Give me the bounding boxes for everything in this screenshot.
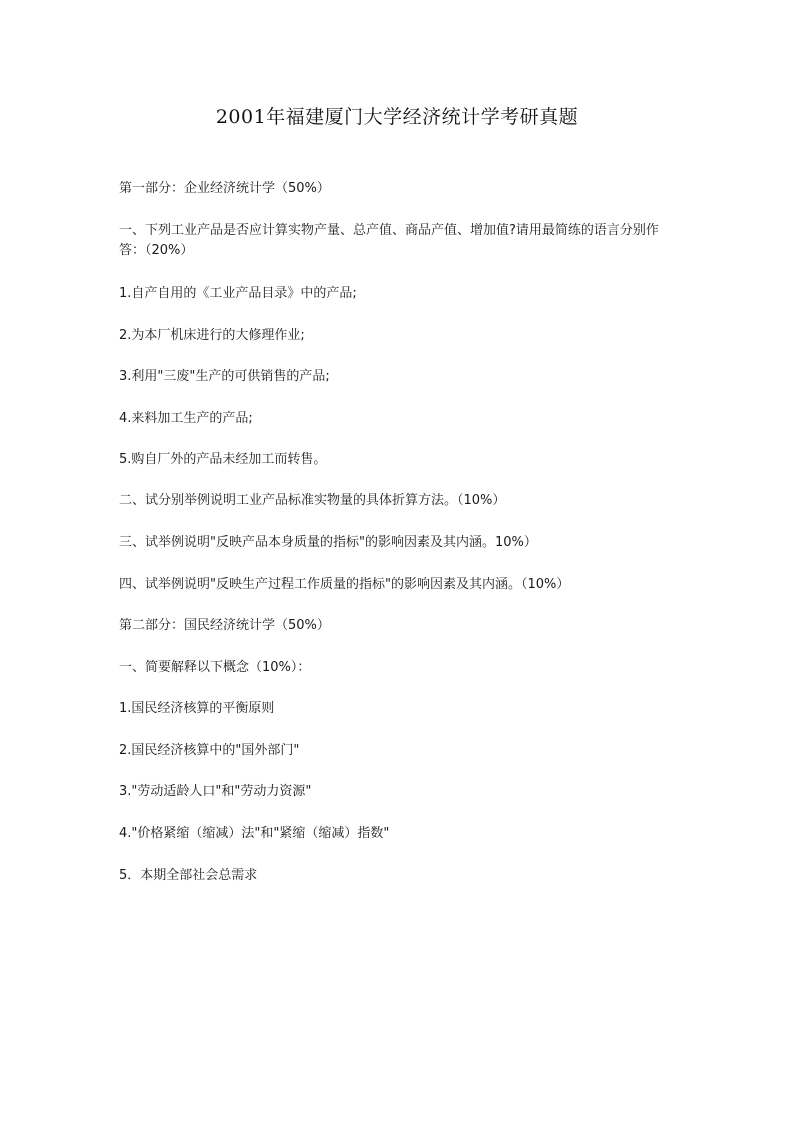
document-title: 2001年福建厦门大学经济统计学考研真题 [215, 106, 579, 128]
part1-question-3: 三、试举例说明"反映产品本身质量的指标"的影响因素及其内涵。10%） [119, 535, 537, 550]
part1-question-2: 二、试分别举例说明工业产品标准实物量的具体折算方法。（10%） [119, 493, 506, 508]
part2-q1-item-2: 2.国民经济核算中的"国外部门" [119, 743, 300, 758]
part2-question-1: 一、简要解释以下概念（10%）： [119, 660, 311, 675]
part1-q1-item-4: 4.来料加工生产的产品; [119, 411, 253, 426]
part2-q1-item-3: 3."劳动适龄人口"和"劳动力资源" [119, 784, 312, 799]
part2-q1-item-5: 5．本期全部社会总需求 [119, 868, 258, 883]
part1-q1-item-2: 2.为本厂机床进行的大修理作业; [119, 328, 305, 343]
part2-q1-item-4: 4."价格紧缩（缩减）法"和"紧缩（缩减）指数" [119, 826, 390, 841]
part1-heading: 第一部分：企业经济统计学（50%） [119, 181, 330, 196]
part1-q1-item-5: 5.购自厂外的产品未经加工而转售。 [119, 452, 327, 467]
part1-q1-item-3: 3.利用"三废"生产的可供销售的产品; [119, 369, 330, 384]
part1-q1-item-1: 1.自产自用的《工业产品目录》中的产品; [119, 286, 357, 301]
part1-question-1: 一、下列工业产品是否应计算实物产量、总产值、商品产值、增加值?请用最简练的语言分别作答：（20%） [119, 223, 659, 258]
part2-heading: 第二部分：国民经济统计学（50%） [119, 618, 330, 633]
part1-question-4: 四、试举例说明"反映生产过程工作质量的指标"的影响因素及其内涵。（10%） [119, 577, 570, 592]
part2-q1-item-1: 1.国民经济核算的平衡原则 [119, 701, 275, 716]
